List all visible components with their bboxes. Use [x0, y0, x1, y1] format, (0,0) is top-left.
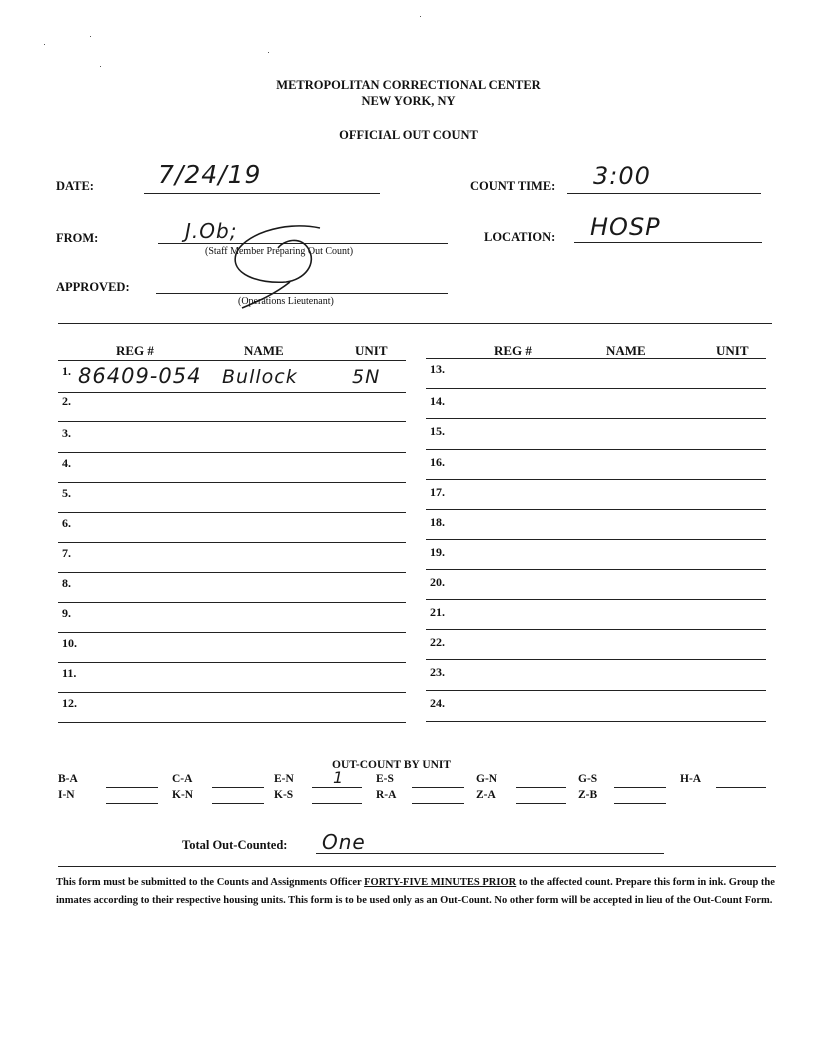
- unit-label-r-a: R-A: [376, 789, 397, 801]
- unit-line: [106, 803, 158, 804]
- row-number: 20.: [430, 575, 445, 589]
- row-line: [426, 629, 766, 630]
- count-time-line: [567, 193, 761, 194]
- unit-en-value: 1: [333, 768, 345, 787]
- location-label: LOCATION:: [484, 230, 556, 244]
- row-line: [426, 479, 766, 480]
- approved-label: APPROVED:: [56, 280, 130, 294]
- count-time-value: 3:00: [593, 162, 651, 190]
- row-line: [426, 721, 766, 722]
- scan-speck: [100, 66, 101, 67]
- unit-label-k-n: K-N: [172, 789, 194, 801]
- unit-label-c-a: C-A: [172, 773, 193, 785]
- row-line: [58, 452, 406, 453]
- row-line: [58, 482, 406, 483]
- unit-line: [312, 787, 362, 788]
- unit-label-z-b: Z-B: [578, 789, 598, 801]
- row-number: 5.: [62, 486, 71, 500]
- row-number: 15.: [430, 424, 445, 438]
- row-number: 2.: [62, 394, 71, 408]
- left-name-header: NAME: [244, 343, 284, 358]
- unit-line: [212, 803, 264, 804]
- unit-line: [106, 787, 158, 788]
- row-line: [426, 418, 766, 419]
- row-line: [426, 690, 766, 691]
- unit-label-g-s: G-S: [578, 773, 598, 785]
- left-header-line: [58, 360, 406, 361]
- notice-part1: This form must be submitted to the Counts and Assignments Officer: [56, 877, 365, 888]
- left-reg-header: REG #: [116, 343, 154, 358]
- scan-speck: [44, 44, 45, 45]
- unit-count-title: OUT-COUNT BY UNIT: [332, 759, 452, 771]
- row-line: [58, 512, 406, 513]
- row-number: 18.: [430, 515, 445, 529]
- location-line: [574, 242, 762, 243]
- row-number: 17.: [430, 485, 445, 499]
- city-subtitle: NEW YORK, NY: [361, 94, 456, 108]
- unit-line: [412, 803, 464, 804]
- approved-line: [156, 293, 448, 294]
- from-caption: (Staff Member Preparing Out Count): [205, 246, 354, 257]
- row1-name-value: Bullock: [222, 366, 298, 388]
- row1-unit-value: 5N: [352, 366, 381, 388]
- unit-line: [412, 787, 464, 788]
- row-number: 13.: [430, 362, 445, 376]
- scan-speck: [90, 36, 91, 37]
- row-number: 12.: [62, 696, 77, 710]
- row-number: 7.: [62, 546, 71, 560]
- unit-label-z-a: Z-A: [476, 789, 496, 801]
- date-line: [144, 193, 380, 194]
- date-label: DATE:: [56, 179, 94, 193]
- location-value: HOSP: [590, 213, 661, 241]
- row-number: 14.: [430, 394, 445, 408]
- submission-notice: [56, 874, 776, 910]
- unit-label-h-a: H-A: [680, 773, 702, 785]
- row-number: 19.: [430, 545, 445, 559]
- unit-label-e-n: E-N: [274, 773, 294, 785]
- unit-label-e-s: E-S: [376, 773, 394, 785]
- row-number: 10.: [62, 636, 77, 650]
- from-value: J.Ob;: [185, 219, 238, 243]
- date-value: 7/24/19: [158, 160, 262, 189]
- row-line: [426, 569, 766, 570]
- row-number: 3.: [62, 426, 71, 440]
- left-unit-header: UNIT: [355, 343, 388, 358]
- unit-line: [212, 787, 264, 788]
- unit-label-k-s: K-S: [274, 789, 294, 801]
- right-unit-header: UNIT: [716, 343, 749, 358]
- institution-title: METROPOLITAN CORRECTIONAL CENTER: [276, 78, 541, 92]
- row-line: [426, 539, 766, 540]
- unit-line: [516, 787, 566, 788]
- unit-label-g-n: G-N: [476, 773, 498, 785]
- unit-line: [312, 803, 362, 804]
- row-number: 21.: [430, 605, 445, 619]
- row-number: 23.: [430, 665, 445, 679]
- row-line: [58, 692, 406, 693]
- row-line: [426, 388, 766, 389]
- right-reg-header: REG #: [494, 343, 532, 358]
- approved-caption: (Operations Lieutenant): [238, 296, 334, 307]
- row-number: 11.: [62, 666, 77, 680]
- total-line: [316, 853, 664, 854]
- form-title: OFFICIAL OUT COUNT: [339, 128, 478, 142]
- scan-speck: [420, 16, 421, 17]
- unit-line: [614, 803, 666, 804]
- row-line: [58, 392, 406, 393]
- row1-reg-value: 86409-054: [78, 364, 202, 388]
- row-number: 1.: [62, 364, 71, 378]
- row-number: 6.: [62, 516, 71, 530]
- unit-line: [516, 803, 566, 804]
- row-number: 24.: [430, 696, 445, 710]
- row-number: 4.: [62, 456, 71, 470]
- row-line: [426, 449, 766, 450]
- unit-line: [716, 787, 766, 788]
- row-number: 22.: [430, 635, 445, 649]
- row-number: 16.: [430, 455, 445, 469]
- total-label: Total Out-Counted:: [182, 838, 288, 852]
- row-line: [58, 722, 406, 723]
- bottom-divider: [58, 866, 776, 867]
- row-line: [58, 542, 406, 543]
- row-line: [58, 421, 406, 422]
- unit-line: [614, 787, 666, 788]
- row-line: [58, 602, 406, 603]
- scan-speck: [268, 52, 269, 53]
- notice-part2: to the affected count. Prepare this form in ink. Group the inmates according to their respective housing units. This form is to be used only as an Out-Count. No other form will be accepted in lieu of the Out-Count Form.: [56, 877, 775, 906]
- right-name-header: NAME: [606, 343, 646, 358]
- row-line: [426, 599, 766, 600]
- total-value: One: [322, 830, 366, 854]
- row-line: [58, 572, 406, 573]
- notice-emphasis: FORTY-FIVE MINUTES PRIOR: [364, 877, 517, 888]
- from-label: FROM:: [56, 231, 99, 245]
- row-line: [426, 659, 766, 660]
- count-time-label: COUNT TIME:: [470, 179, 556, 193]
- row-line: [58, 662, 406, 663]
- section-divider: [58, 323, 772, 324]
- row-number: 8.: [62, 576, 71, 590]
- row-line: [426, 358, 766, 359]
- unit-label-b-a: B-A: [58, 773, 78, 785]
- row-line: [426, 509, 766, 510]
- row-number: 9.: [62, 606, 71, 620]
- row-line: [58, 632, 406, 633]
- unit-label-i-n: I-N: [58, 789, 75, 801]
